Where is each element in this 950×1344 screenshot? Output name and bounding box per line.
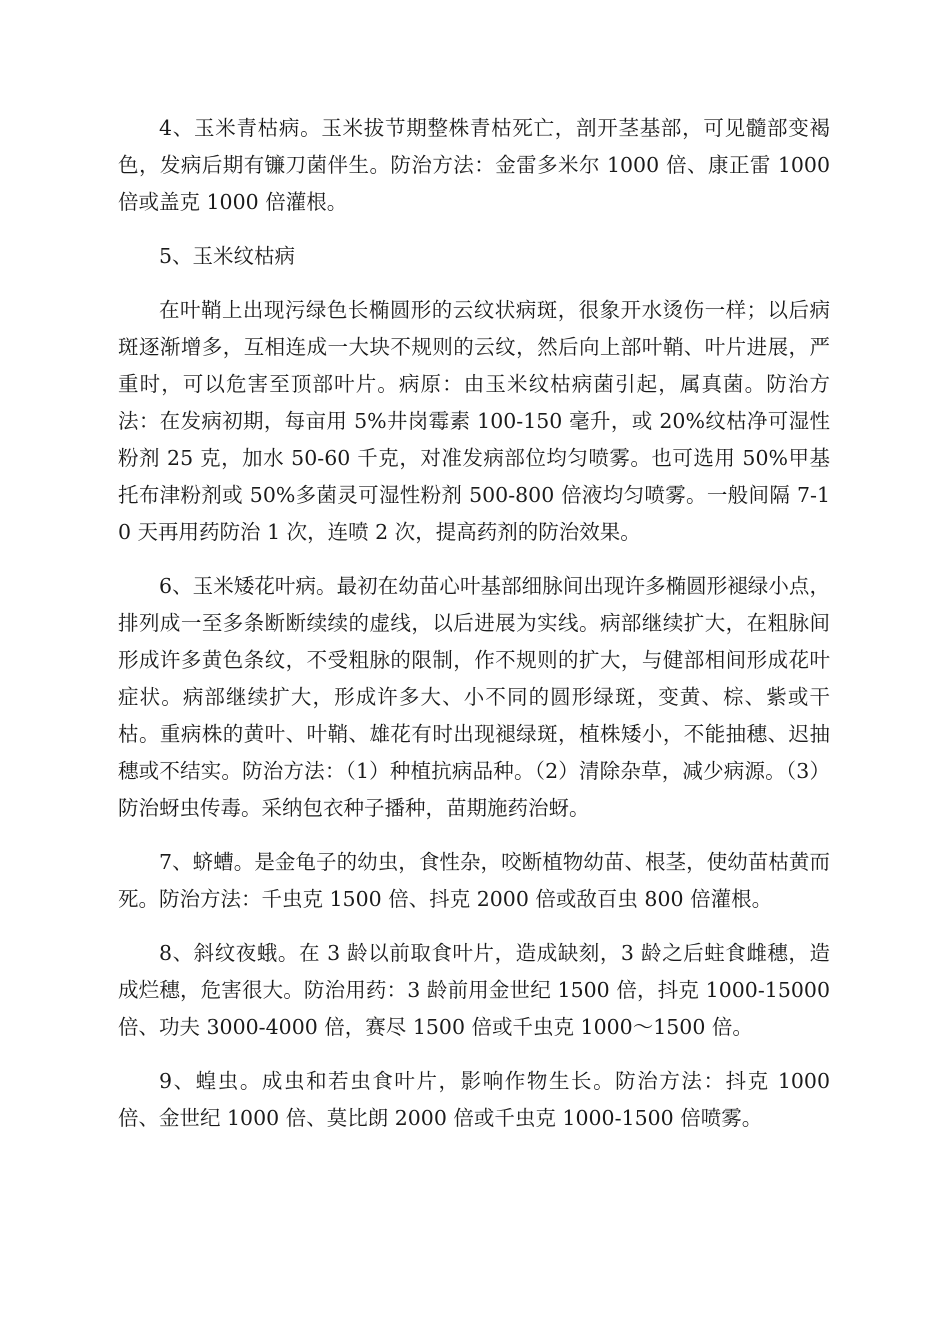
paragraph-corn-green-wilt: 4、玉米青枯病。玉米拔节期整株青枯死亡，剖开茎基部，可见髓部变褐色，发病后期有镰刀菌伴生。防治方法：金雷多米尔 1000 倍、康正雷 1000 倍或盖克 1000 倍灌根。 [118, 116, 830, 214]
paragraph-armyworm: 8、斜纹夜蛾。在 3 龄以前取食叶片，造成缺刻，3 龄之后蛀食雌穗，造成烂穗，危害很大。防治用药：3 龄前用金世纪 1500 倍，抖克 1000-15000 倍、功夫 3000-4000 倍，赛尽 1500 倍或千虫克 1000～1500 倍。 [118, 941, 830, 1039]
document-body [118, 110, 830, 1154]
paragraph-grub: 7、蛴螬。是金龟子的幼虫，食性杂，咬断植物幼苗、根茎，使幼苗枯黄而死。防治方法：千虫克 1500 倍、抖克 2000 倍或敌百虫 800 倍灌根。 [118, 850, 830, 911]
paragraph-corn-sheath-blight-heading: 5、玉米纹枯病 [159, 244, 296, 268]
paragraph-corn-dwarf-mosaic: 6、玉米矮花叶病。最初在幼苗心叶基部细脉间出现许多椭圆形褪绿小点，排列成一至多条断断续续的虚线，以后进展为实线。病部继续扩大，在粗脉间形成许多黄色条纹，不受粗脉的限制，作不规则的扩大，与健部相间形成花叶症状。病部继续扩大，形成许多大、小不同的圆形绿斑，变黄、棕、紫或干枯。重病株的黄叶、叶鞘、雄花有时出现褪绿斑，植株矮小，不能抽穗、迟抽穗或不结实。防治方法：（1）种植抗病品种。（2）清除杂草，减少病源。（3）防治蚜虫传毒。采纳包衣种子播种，苗期施药治蚜。 [118, 574, 830, 820]
paragraph-corn-sheath-blight-detail: 在叶鞘上出现污绿色长椭圆形的云纹状病斑，很象开水烫伤一样；以后病斑逐渐增多，互相连成一大块不规则的云纹，然后向上部叶鞘、叶片进展，严重时，可以危害至顶部叶片。病原：由玉米纹枯病菌引起，属真菌。防治方法：在发病初期，每亩用 5%井岗霉素 100-150 毫升，或 20%纹枯净可湿性粉剂 25 克，加水 50-60 千克，对准发病部位均匀喷雾。也可选用 50%甲基托布津粉剂或 50%多菌灵可湿性粉剂 500-800 倍液均匀喷雾。一般间隔 7-10 天再用药防治 1 次，连喷 2 次，提高药剂的防治效果。 [118, 298, 830, 544]
paragraph-locust: 9、蝗虫。成虫和若虫食叶片，影响作物生长。防治方法：抖克 1000 倍、金世纪 1000 倍、莫比朗 2000 倍或千虫克 1000-1500 倍喷雾。 [118, 1069, 830, 1130]
